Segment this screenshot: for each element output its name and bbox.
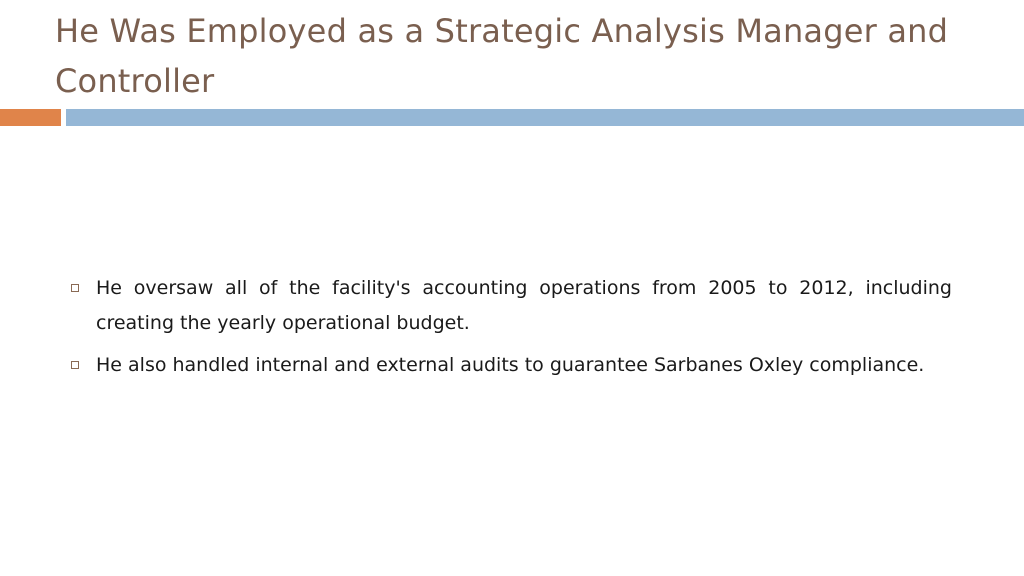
slide-title: He Was Employed as a Strategic Analysis Manager and Controller xyxy=(55,12,949,100)
bullet-text: He oversaw all of the facility's accounting operations from 2005 to 2012, including creating the yearly operational budget. xyxy=(96,277,952,334)
bullet-text: He also handled internal and external audits to guarantee Sarbanes Oxley compliance. xyxy=(96,354,925,376)
title-divider-bar xyxy=(66,109,1024,126)
bullet-item xyxy=(68,271,952,341)
hollow-square-bullet-icon xyxy=(71,284,79,292)
bullet-list xyxy=(68,271,952,390)
hollow-square-bullet-icon xyxy=(71,361,79,369)
title-accent-bar xyxy=(0,109,61,126)
bullet-item xyxy=(68,348,952,383)
